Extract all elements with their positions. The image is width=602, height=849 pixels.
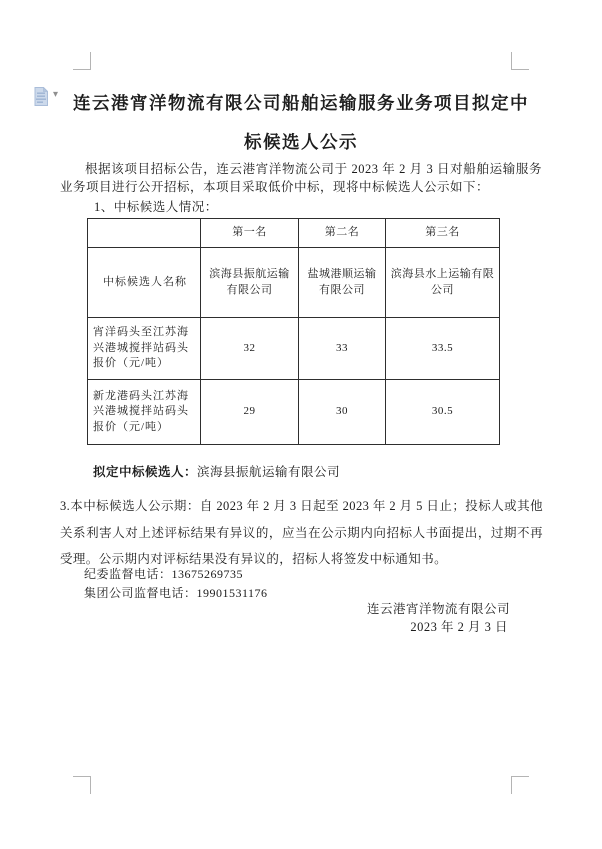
table-header-cell	[88, 219, 201, 248]
crop-mark-bottom-right	[511, 776, 529, 794]
row-label-cell: 新龙港码头江苏海兴港城搅拌站码头报价（元/吨）	[88, 380, 201, 445]
table-cell: 29	[201, 380, 299, 445]
discipline-phone-line: 纪委监督电话：13675269735	[84, 567, 244, 581]
group-phone-line: 集团公司监督电话：19901531176	[84, 586, 268, 600]
paste-clipboard-icon	[34, 87, 48, 106]
bid-candidates-table	[87, 218, 500, 445]
document-title: 连云港宵洋物流有限公司船舶运输服务业务项目拟定中标候选人公示	[73, 93, 529, 152]
proposed-winner-value: 滨海县振航运输有限公司	[197, 465, 341, 479]
supervision-phones	[84, 565, 268, 603]
signature-block	[60, 601, 510, 636]
table-row-xinlonggang-quote	[88, 380, 500, 445]
paste-options-button[interactable]	[32, 87, 66, 109]
publicity-period-paragraph: 3.本中标候选人公示期：自 2023 年 2 月 3 日起至 2023 年 2 月 5 日止；投标人或其他关系利害人对上述评标结果有异议的，应当在公示期内向招标人书面提出，过期不再受理。公示期内对评标结果没有异议的，招标人将签发中标通知书。	[60, 499, 543, 566]
table-cell: 32	[201, 318, 299, 380]
proposed-winner-label: 拟定中标候选人：	[93, 465, 198, 479]
crop-mark-bottom-left	[73, 776, 91, 794]
section-1-heading: 1、中标候选人情况：	[94, 200, 218, 214]
intro-paragraph: 根据该项目招标公告，连云港宵洋物流公司于 2023 年 2 月 3 日对船舶运输服务业务项目进行公开招标，本项目采取低价中标，现将中标候选人公示如下：	[60, 162, 542, 194]
table-header-cell: 第一名	[201, 219, 299, 248]
table-cell: 滨海县振航运输有限公司	[201, 248, 299, 318]
table-header-row	[88, 219, 500, 248]
table-cell: 30	[299, 380, 386, 445]
table-cell: 33.5	[386, 318, 500, 380]
signature-date: 2023 年 2 月 3 日	[410, 619, 508, 634]
table-cell: 盐城港顺运输有限公司	[299, 248, 386, 318]
crop-mark-top-right	[511, 52, 529, 70]
table-cell: 33	[299, 318, 386, 380]
proposed-winner-line	[93, 462, 340, 480]
table-cell: 30.5	[386, 380, 500, 445]
signature-company: 连云港宵洋物流有限公司	[366, 602, 510, 616]
table-row-xiaoyang-quote	[88, 318, 500, 380]
table-row-candidate-names	[88, 248, 500, 318]
paste-dropdown-icon[interactable]: ▾	[53, 89, 59, 100]
row-label-cell: 宵洋码头至江苏海兴港城搅拌站码头报价（元/吨）	[88, 318, 201, 380]
table-header-cell: 第三名	[386, 219, 500, 248]
table-header-cell: 第二名	[299, 219, 386, 248]
row-label-cell: 中标候选人名称	[88, 248, 201, 318]
crop-mark-top-left	[73, 52, 91, 70]
table-cell: 滨海县水上运输有限公司	[386, 248, 500, 318]
